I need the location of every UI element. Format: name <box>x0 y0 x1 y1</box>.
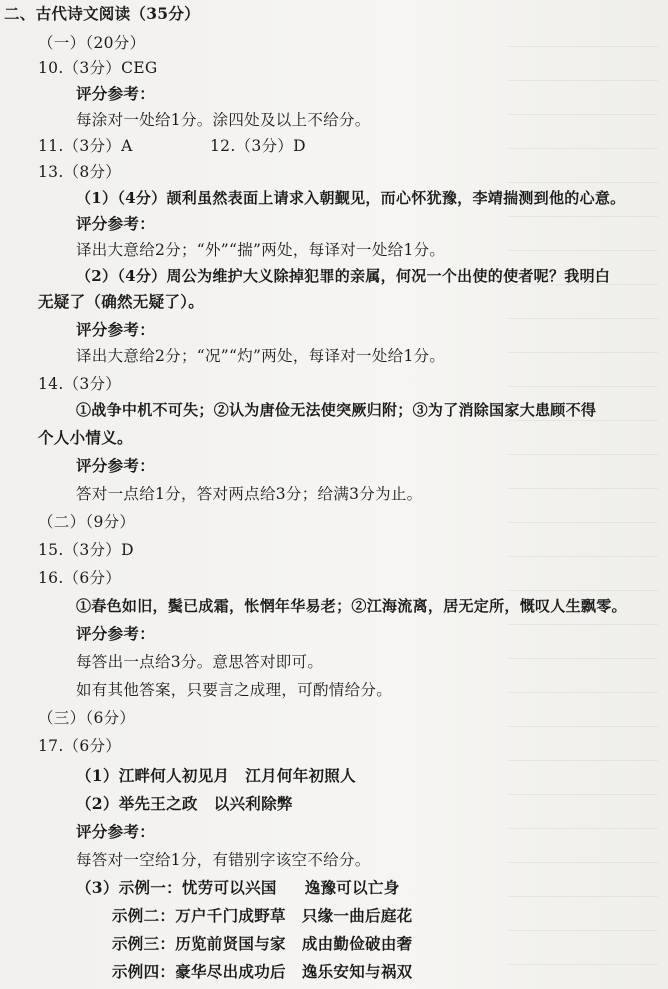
example-part1: 历览前贤国与家 <box>175 934 286 953</box>
q17-a3-label: （3） <box>76 878 119 897</box>
q13-answer2-line1: （2）（4分）周公为维护大义除掉犯罪的亲属，何况一个出使的使者呢？我明白 <box>76 267 611 285</box>
q16-ref-text1: 每答出一点给3分。意思答对即可。 <box>76 653 324 671</box>
q17-ref-label: 评分参考： <box>76 822 156 841</box>
q17-example-3 <box>112 934 412 954</box>
q17-a2-label: （2） <box>76 794 119 813</box>
q17-example-2 <box>112 906 412 926</box>
example-part2: 只缘一曲后庭花 <box>301 906 413 925</box>
q13-header: 13.（8分） <box>38 163 122 181</box>
example-part2: 成由勤俭破由奢 <box>301 934 413 953</box>
q14-ref-label: 评分参考： <box>76 456 156 475</box>
q12-answer: 12.（3分）D <box>210 137 306 155</box>
example-label: 示例三： <box>112 934 176 953</box>
q17-answer2 <box>76 794 293 814</box>
q13-answer2-line2: 无疑了（确然无疑了）。 <box>38 292 205 311</box>
q14-answer-line1: ①战争中机不可失；②认为唐俭无法使突厥归附；③为了消除国家大患顾不得 <box>76 401 597 419</box>
q17-a1-label: （1） <box>76 766 119 785</box>
q16-header: 16.（6分） <box>38 569 122 587</box>
example-part2: 逸豫可以亡身 <box>304 878 400 897</box>
q17-ref-text: 每答对一空给1分，有错别字该空不给分。 <box>76 851 371 869</box>
q13-ref2-text: 译出大意给2分；“况”“灼”两处，每译对一处给1分。 <box>76 347 446 365</box>
q14-answer-line2: 个人小情义。 <box>38 428 133 447</box>
q10-answer: 10.（3分）CEG <box>38 59 158 77</box>
q14-ref-text: 答对一点给1分，答对两点给3分；给满3分为止。 <box>76 485 423 503</box>
example-part1: 豪华尽出成功后 <box>175 962 286 981</box>
example-part2: 逸乐安知与祸双 <box>301 962 413 981</box>
q17-a1-part2: 江月何年初照人 <box>245 766 356 785</box>
q13-ref1-label: 评分参考： <box>76 214 156 233</box>
part2-header: （二）（9分） <box>38 513 136 531</box>
q17-header: 17.（6分） <box>38 737 122 755</box>
q14-header: 14.（3分） <box>38 375 122 393</box>
q10-ref-label: 评分参考： <box>76 84 156 103</box>
example-label: 示例四： <box>112 962 176 981</box>
q13-ref1-text: 译出大意给2分；“外”“揣”两处，每译对一处给1分。 <box>76 241 446 259</box>
example-part1: 万户千门成野草 <box>175 906 286 925</box>
example-part1: 忧劳可以兴国 <box>181 878 277 897</box>
q17-example-1 <box>76 878 400 898</box>
q10-ref-text: 每涂对一处给1分。涂四处及以上不给分。 <box>76 111 371 129</box>
q17-example-4 <box>112 962 412 982</box>
q15-answer: 15.（3分）D <box>38 541 134 559</box>
q11-answer: 11.（3分）A <box>38 137 133 155</box>
q16-answer: ①春色如旧，鬓已成霜，怅惘年华易老；②江海流离，居无定所，慨叹人生飘零。 <box>76 597 627 615</box>
q17-a2-part2: 以兴利除弊 <box>213 794 293 813</box>
q17-a1-part1: 江畔何人初见月 <box>118 766 230 785</box>
example-label: 示例二： <box>112 906 176 925</box>
part3-header: （三）（6分） <box>38 709 136 727</box>
section-title: 二、古代诗文阅读（35分） <box>4 4 200 23</box>
q17-answer1 <box>76 766 356 786</box>
q16-ref-label: 评分参考： <box>76 624 156 643</box>
q17-a2-part1: 举先王之政 <box>118 794 198 813</box>
q13-answer1: （1）（4分）颉利虽然表面上请求入朝觐见，而心怀犹豫，李靖揣测到他的心意。 <box>76 189 626 207</box>
part1-header: （一）（20分） <box>38 34 146 52</box>
bleed-through-texture <box>508 20 658 980</box>
q16-ref-text2: 如有其他答案，只要言之成理，可酌情给分。 <box>76 681 393 699</box>
example-label: 示例一： <box>118 878 182 897</box>
q13-ref2-label: 评分参考： <box>76 320 156 339</box>
